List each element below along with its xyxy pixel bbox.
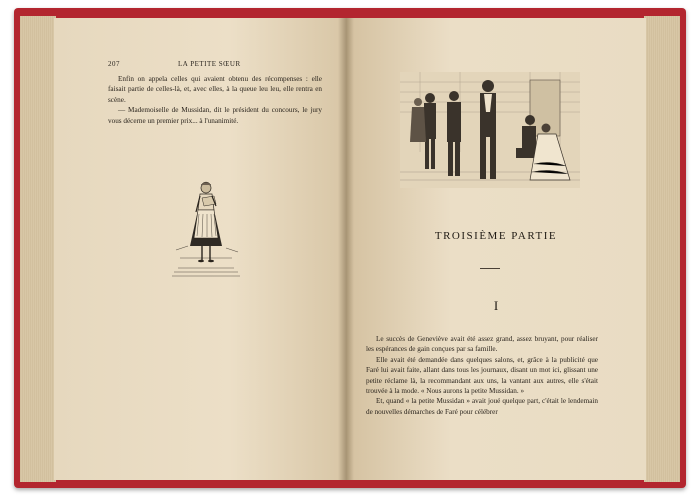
right-body-text bbox=[366, 334, 598, 417]
part-title: TROISIÈME PARTIE bbox=[434, 230, 558, 242]
left-paragraph-1: Enfin on appela celles qui avaient obtenu des récompenses : elle faisait partie de celles-là, et, avec elles, à la queue leu leu, elle rentra en scène. bbox=[108, 75, 322, 104]
book-gutter bbox=[338, 18, 354, 480]
salon-illustration bbox=[400, 72, 580, 188]
separator-rule bbox=[480, 268, 500, 269]
chapter-number: I bbox=[493, 298, 499, 313]
left-body-text bbox=[108, 74, 322, 126]
left-paragraph-2: — Mademoiselle de Mussidan, dit le président du concours, le jury vous décerne un premier prix... à l'unanimité. bbox=[108, 106, 322, 125]
right-paragraph-1: Le succès de Geneviève avait été assez grand, assez bruyant, pour réaliser les espérances de gain conçues par sa famille. bbox=[366, 335, 598, 354]
running-title: LA PETITE SŒUR bbox=[178, 60, 241, 68]
right-paragraph-3: Et, quand « la petite Mussidan » avait joué quelque part, c'était le lendemain de nouvelles démarches de Faré pour célébrer bbox=[366, 397, 598, 416]
page-edges-right bbox=[644, 16, 680, 482]
page-number: 207 bbox=[108, 60, 120, 68]
girl-illustration bbox=[168, 176, 244, 280]
page-edges-left bbox=[20, 16, 56, 482]
right-paragraph-2: Elle avait été demandée dans quelques salons, et, grâce à la publicité que Faré lui avait faite, allant dans tous les journaux, disant un mot ici, glissant une petite réclame là, la recommandant aux uns, la vantant aux autres, elle s'était trouvée à la mode. « Nous aurons la petite Mussidan. » bbox=[366, 355, 598, 396]
